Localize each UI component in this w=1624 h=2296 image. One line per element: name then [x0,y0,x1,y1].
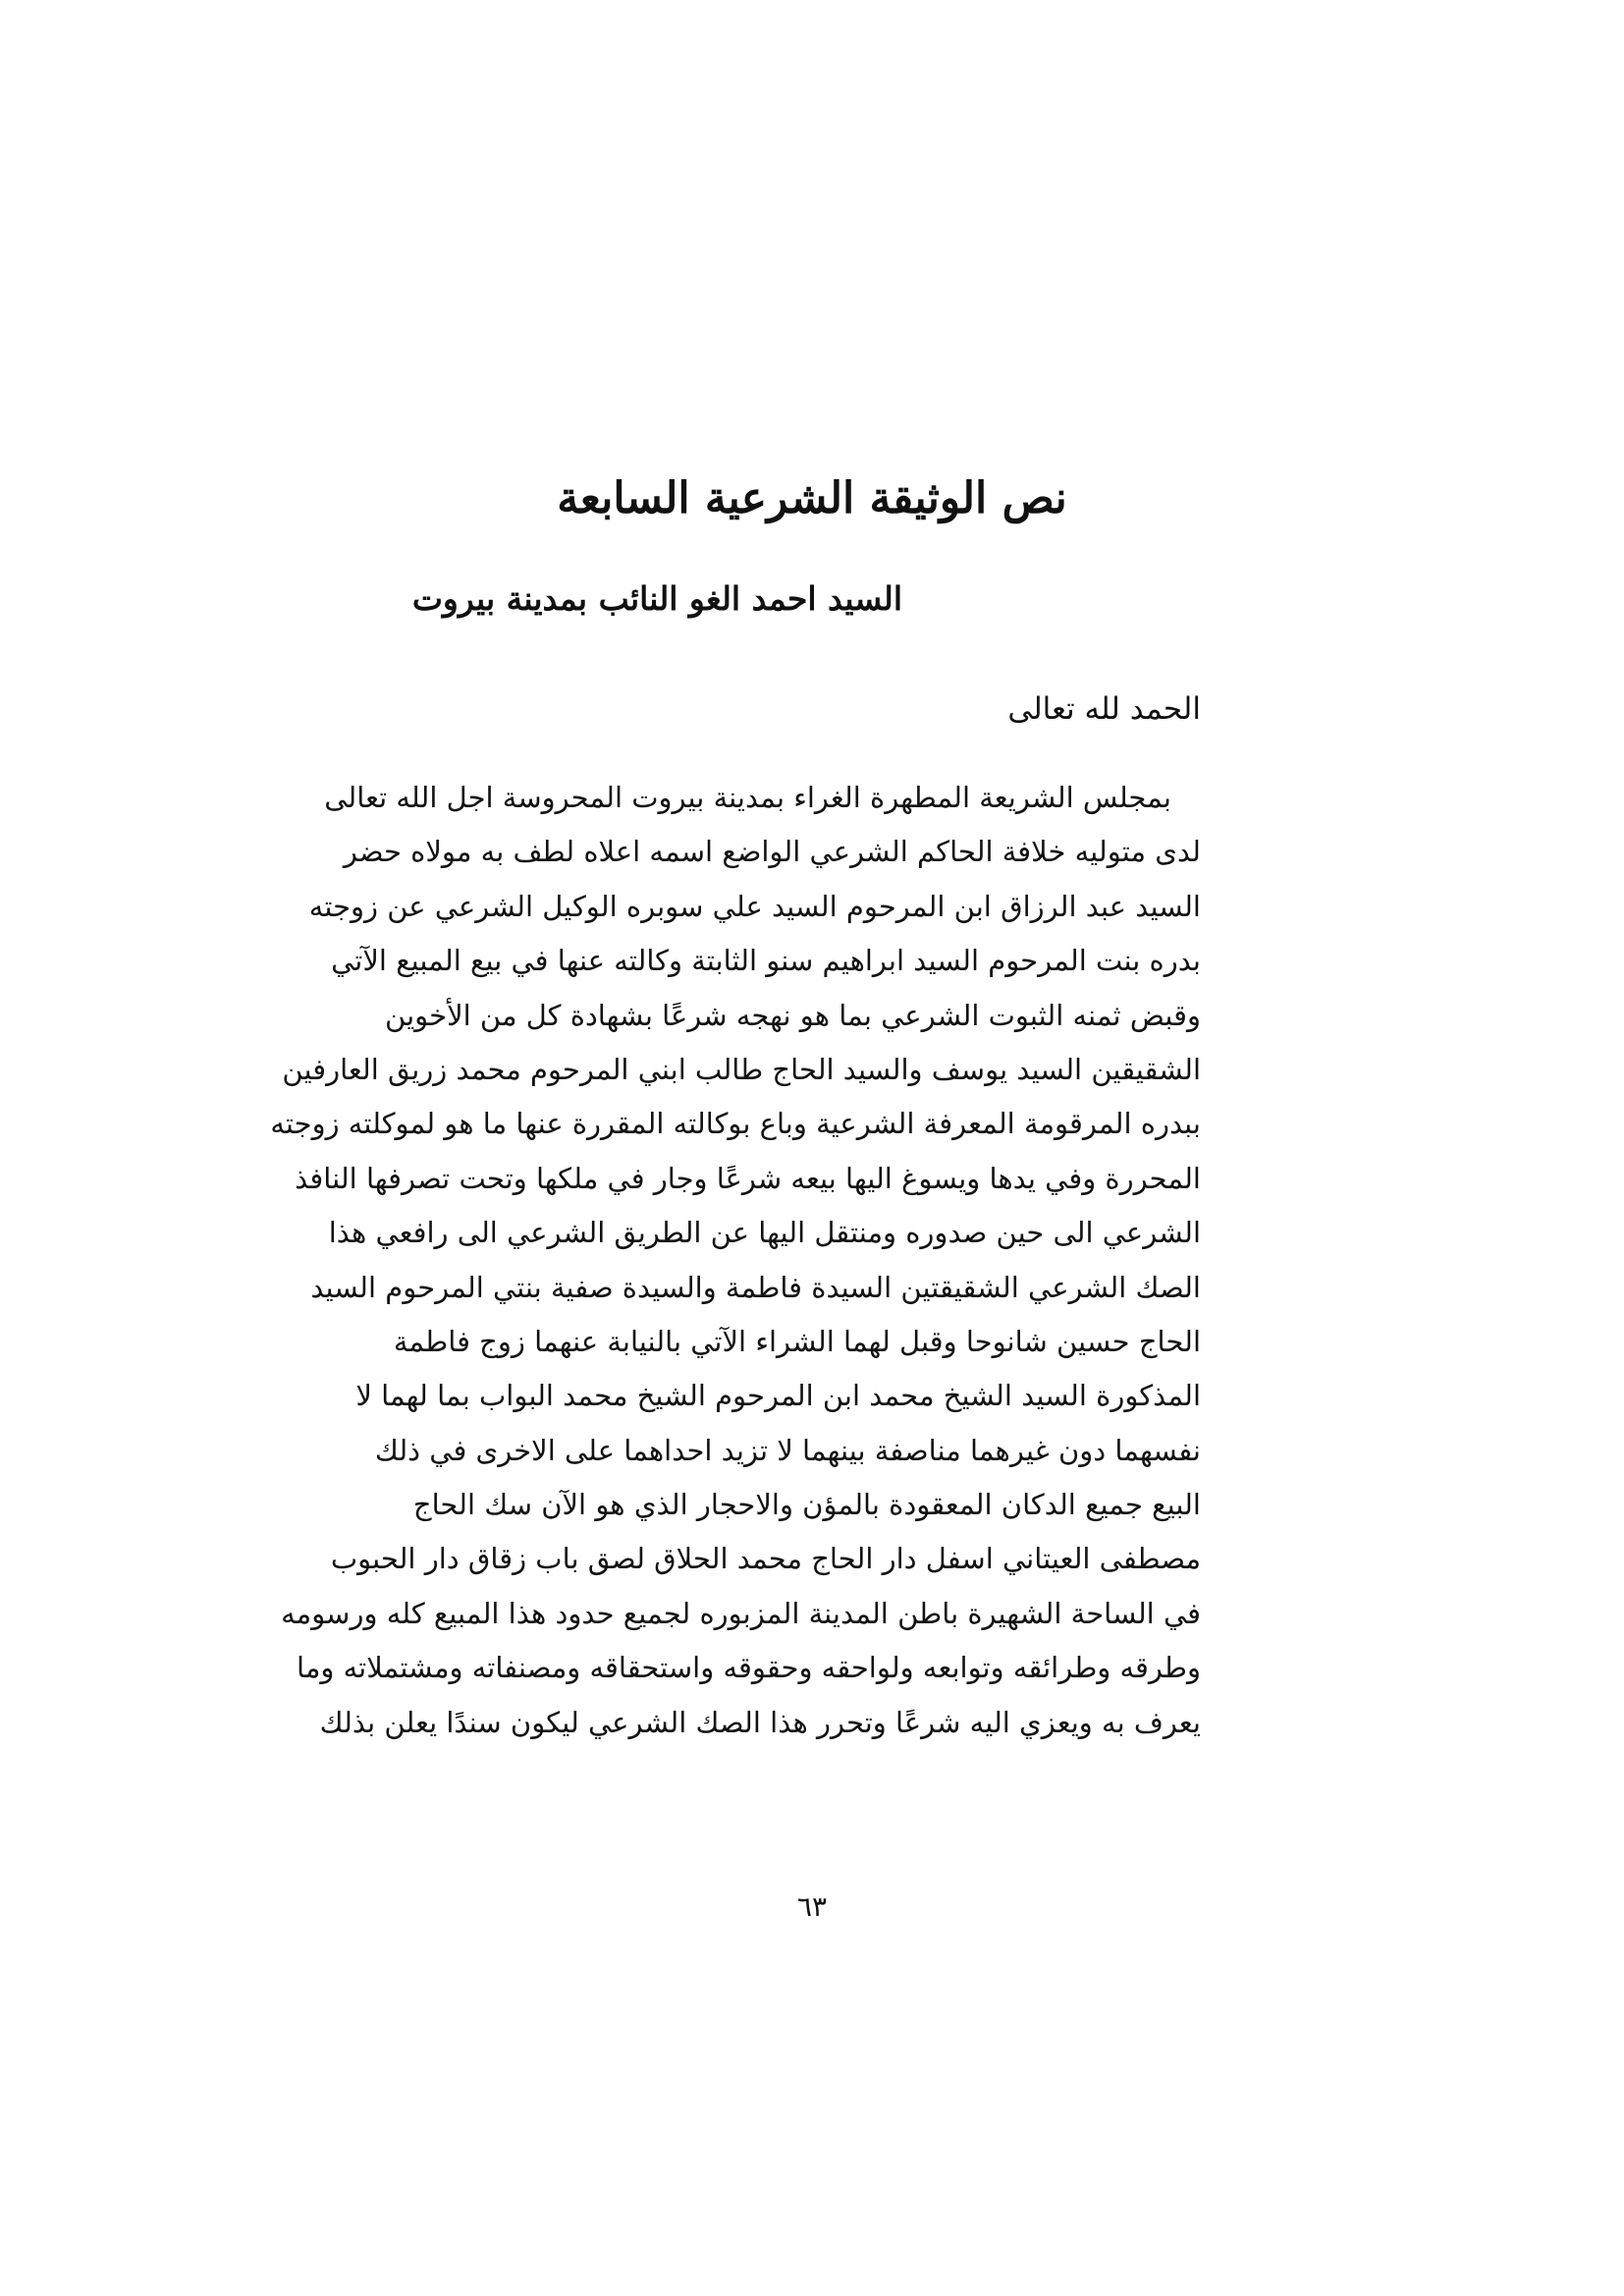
body-line: وقبض ثمنه الثبوت الشرعي بما هو نهجه شرعًا بشهادة كل من الأخوين [385,998,1201,1032]
body-line: البيع جميع الدكان المعقودة بالمؤن والاحجار الذي هو الآن سك الحاج [412,1488,1201,1522]
body-line: المذكورة السيد الشيخ محمد ابن المرحوم الشيخ محمد البواب بما لهما لا [355,1379,1201,1413]
body-line: في الساحة الشهيرة باطن المدينة المزبوره لجميع حدود هذا المبيع كله ورسومه [281,1596,1201,1630]
body-line: وطرقه وطرائقه وتوابعه ولواحقه وحقوقه واستحقاقه ومصنفاته ومشتملاته وما [297,1651,1201,1685]
body-line: السيد عبد الرزاق ابن المرحوم السيد علي سوبره الوكيل الشرعي عن زوجته [308,889,1201,923]
opening-phrase: الحمد لله تعالى [1007,691,1201,727]
document-title: نص الوثيقة الشرعية السابعة [557,473,1067,523]
body-line: بمجلس الشريعة المطهرة الغراء بمدينة بيروت المحروسة اجل الله تعالى [324,781,1171,814]
body-line: الشقيقين السيد يوسف والسيد الحاج طالب ابني المرحوم محمد زريق العارفين [282,1052,1201,1086]
document-body [270,771,1201,1750]
body-line: الصك الشرعي الشقيقتين السيدة فاطمة والسيدة صفية بنتي المرحوم السيد [310,1270,1201,1304]
body-line: الحاج حسين شانوحا وقبل لهما الشراء الآتي بالنيابة عنهما زوج فاطمة [393,1324,1201,1358]
document-subtitle: السيد احمد الغو النائب بمدينة بيروت [411,579,902,618]
body-line: بدره بنت المرحوم السيد ابراهيم سنو الثابتة وكالته عنها في بيع المبيع الآتي [331,944,1201,978]
body-line: نفسهما دون غيرهما مناصفة بينهما لا تزيد احداهما على الاخرى في ذلك [374,1433,1201,1467]
body-line: يعرف به ويعزي اليه شرعًا وتحرر هذا الصك الشرعي ليكون سندًا يعلن بذلك [319,1705,1201,1739]
body-line: ببدره المرقومة المعرفة الشرعية وباع بوكالته المقررة عنها ما هو لموكلته زوجته [270,1107,1201,1141]
body-line: مصطفى العيتاني اسفل دار الحاج محمد الحلاق لصق باب زقاق دار الحبوب [330,1542,1201,1576]
body-line: الشرعي الى حين صدوره ومنتقل اليها عن الطريق الشرعي الى رافعي هذا [328,1216,1201,1250]
body-line: لدى متوليه خلافة الحاكم الشرعي الواضع اسمه اعلاه لطف به مولاه حضر [343,835,1201,869]
page-number: ٦٣ [796,1890,828,1923]
body-line: المحررة وفي يدها ويسوغ اليها بيعه شرعًا وجار في ملكها وتحت تصرفها النافذ [295,1161,1201,1195]
